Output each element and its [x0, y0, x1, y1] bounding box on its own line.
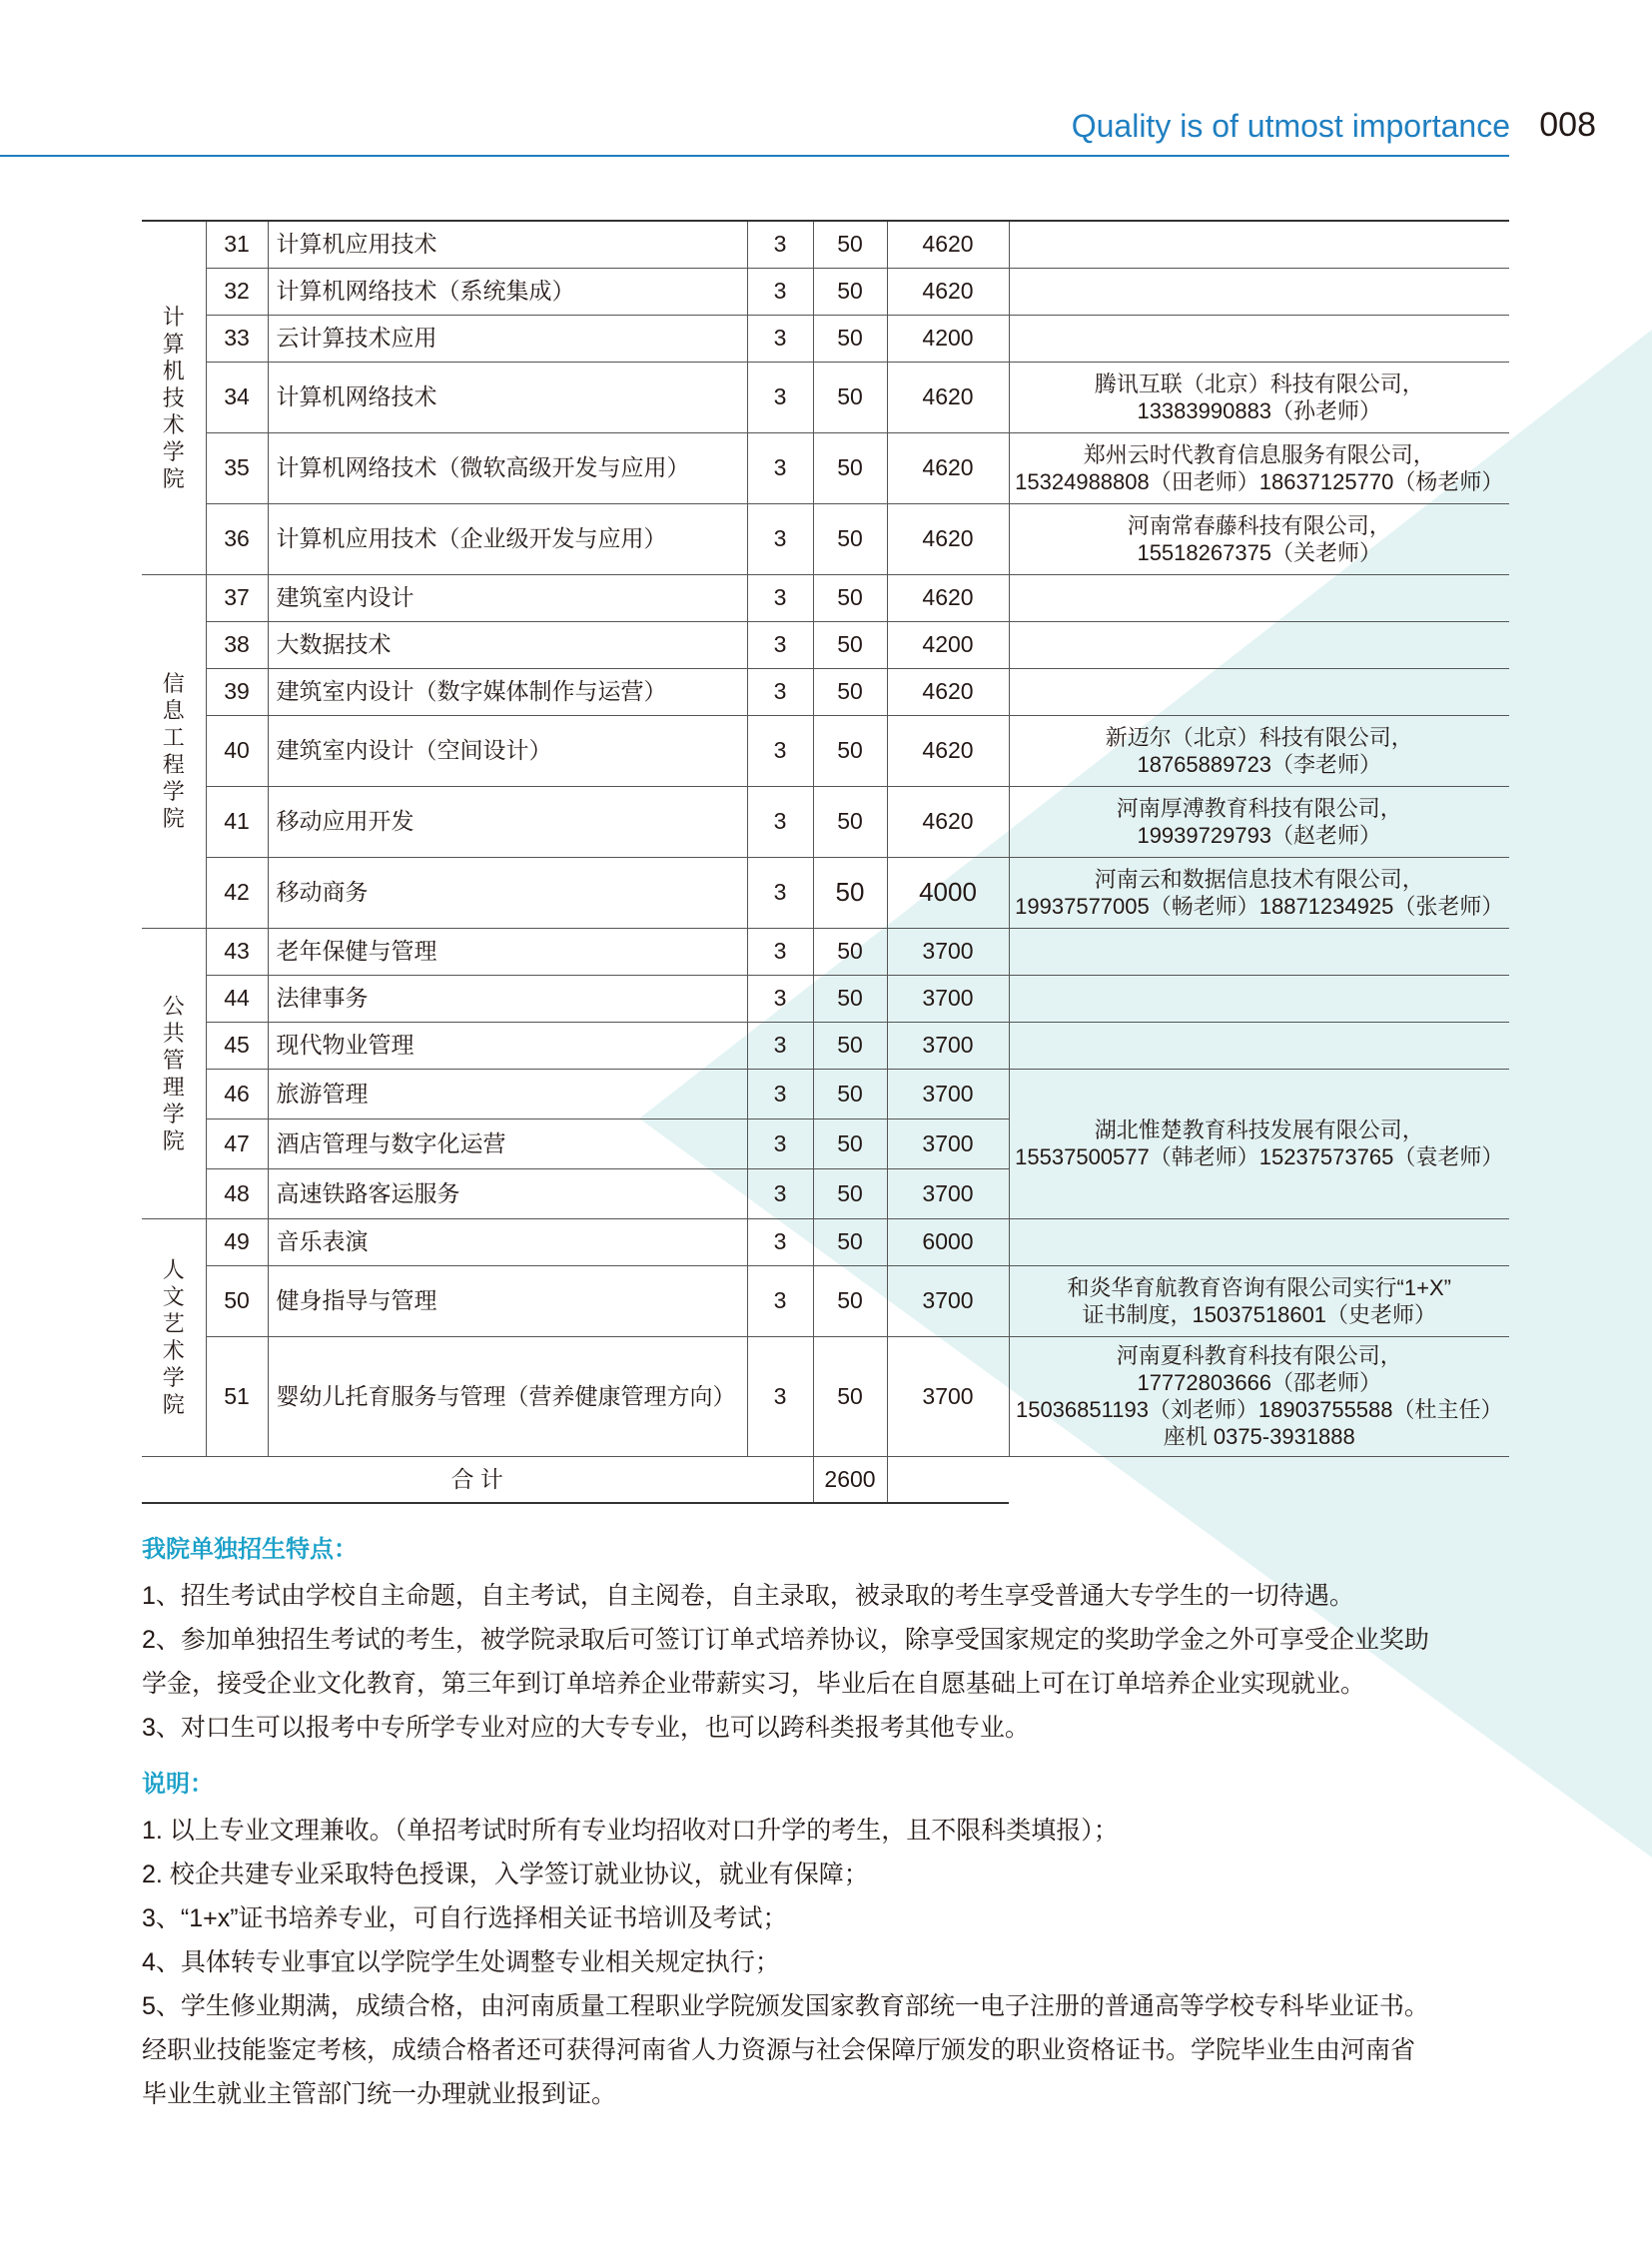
years-cell: 3	[747, 503, 813, 574]
years-cell: 3	[747, 928, 813, 975]
row-number: 50	[206, 1265, 268, 1336]
total-label: 合 计	[142, 1456, 813, 1503]
row-number: 44	[206, 975, 268, 1022]
college-cell: 公共管理学院	[142, 928, 206, 1218]
header-rule	[0, 155, 1509, 157]
row-number: 34	[206, 362, 268, 432]
fee-cell: 4000	[887, 857, 1009, 928]
row-number: 33	[206, 315, 268, 362]
major-name: 建筑室内设计（数字媒体制作与运营）	[268, 668, 747, 715]
row-number: 41	[206, 786, 268, 857]
plan-cell: 50	[813, 621, 887, 668]
table-row	[142, 574, 1509, 621]
table-row	[142, 621, 1509, 668]
features-line: 学金，接受企业文化教育，第三年到订单培养企业带薪实习，毕业后在自愿基础上可在订单培养企业实现就业。	[142, 1670, 1366, 1698]
major-name: 法律事务	[268, 975, 747, 1022]
table-row	[142, 1336, 1509, 1456]
table-row	[142, 857, 1509, 928]
plan-cell: 50	[813, 268, 887, 315]
years-cell: 3	[747, 857, 813, 928]
table-row	[142, 668, 1509, 715]
major-name: 现代物业管理	[268, 1022, 747, 1069]
contact-cell	[1009, 574, 1509, 621]
major-name: 云计算技术应用	[268, 315, 747, 362]
row-number: 36	[206, 503, 268, 574]
contact-cell: 河南厚溥教育科技有限公司， 19939729793（赵老师）	[1009, 786, 1509, 857]
fee-cell: 4200	[887, 621, 1009, 668]
contact-cell	[1009, 268, 1509, 315]
row-number: 47	[206, 1119, 268, 1168]
fee-cell: 4620	[887, 574, 1009, 621]
college-cell: 计算机技术学院	[142, 221, 206, 574]
major-name: 高速铁路客运服务	[268, 1168, 747, 1218]
plan-cell: 50	[813, 1168, 887, 1218]
years-cell: 3	[747, 315, 813, 362]
major-name: 老年保健与管理	[268, 928, 747, 975]
major-name: 大数据技术	[268, 621, 747, 668]
plan-cell: 50	[813, 362, 887, 432]
contact-cell	[1009, 1022, 1509, 1069]
college-cell: 人文艺术学院	[142, 1218, 206, 1456]
major-name: 移动应用开发	[268, 786, 747, 857]
page-number: 008	[1539, 106, 1596, 144]
table-row	[142, 1218, 1509, 1265]
plan-cell: 50	[813, 1069, 887, 1119]
contact-cell	[1009, 221, 1509, 268]
years-cell: 3	[747, 432, 813, 503]
header-tagline: Quality is of utmost importance	[1071, 108, 1510, 144]
fee-cell: 3700	[887, 928, 1009, 975]
row-number: 45	[206, 1022, 268, 1069]
major-name: 计算机应用技术	[268, 221, 747, 268]
contact-cell: 河南云和数据信息技术有限公司， 19937577005（畅老师）18871234925（张老师）	[1009, 857, 1509, 928]
row-number: 38	[206, 621, 268, 668]
table-row	[142, 1265, 1509, 1336]
fee-cell: 4620	[887, 432, 1009, 503]
fee-cell: 3700	[887, 1022, 1009, 1069]
plan-cell: 50	[813, 786, 887, 857]
plan-cell: 50	[813, 668, 887, 715]
plan-cell: 50	[813, 503, 887, 574]
major-name: 音乐表演	[268, 1218, 747, 1265]
major-name: 计算机网络技术（系统集成）	[268, 268, 747, 315]
contact-cell: 和炎华育航教育咨询有限公司实行“1+X” 证书制度，15037518601（史老师）	[1009, 1265, 1509, 1336]
features-line: 1、招生考试由学校自主命题，自主考试，自主阅卷，自主录取，被录取的考生享受普通大专学生的一切待遇。	[142, 1582, 1354, 1610]
fee-cell: 4620	[887, 715, 1009, 786]
years-cell: 3	[747, 668, 813, 715]
fee-cell: 4620	[887, 786, 1009, 857]
row-number: 32	[206, 268, 268, 315]
years-cell: 3	[747, 1069, 813, 1119]
years-cell: 3	[747, 268, 813, 315]
plan-cell: 50	[813, 1336, 887, 1456]
table-row	[142, 975, 1509, 1022]
plan-cell: 50	[813, 715, 887, 786]
notes-line: 3、“1+x”证书培养专业，可自行选择相关证书培训及考试；	[142, 1904, 788, 1932]
major-name: 酒店管理与数字化运营	[268, 1119, 747, 1168]
years-cell: 3	[747, 1022, 813, 1069]
row-number: 49	[206, 1218, 268, 1265]
major-name: 健身指导与管理	[268, 1265, 747, 1336]
years-cell: 3	[747, 786, 813, 857]
contact-cell-merged: 湖北惟楚教育科技发展有限公司， 15537500577（韩老师）15237573765（袁老师）	[1009, 1069, 1509, 1218]
table-row	[142, 928, 1509, 975]
plan-cell: 50	[813, 1119, 887, 1168]
fee-cell: 4620	[887, 268, 1009, 315]
plan-cell: 50	[813, 221, 887, 268]
notes-heading: 说明：	[142, 1771, 214, 1798]
fee-cell: 3700	[887, 1069, 1009, 1119]
table-row	[142, 315, 1509, 362]
notes-section	[142, 1764, 1520, 2116]
years-cell: 3	[747, 1265, 813, 1336]
row-number: 42	[206, 857, 268, 928]
fee-cell: 3700	[887, 1336, 1009, 1456]
fee-cell: 3700	[887, 975, 1009, 1022]
table-row	[142, 268, 1509, 315]
table-row	[142, 432, 1509, 503]
plan-cell: 50	[813, 315, 887, 362]
notes-line: 毕业生就业主管部门统一办理就业报到证。	[142, 2080, 617, 2108]
contact-cell	[1009, 668, 1509, 715]
plan-cell: 50	[813, 1265, 887, 1336]
table-row	[142, 1022, 1509, 1069]
table-row	[142, 786, 1509, 857]
major-name: 计算机网络技术	[268, 362, 747, 432]
total-row	[142, 1456, 1509, 1503]
row-number: 48	[206, 1168, 268, 1218]
table-row	[142, 503, 1509, 574]
contact-cell: 河南夏科教育科技有限公司， 17772803666（邵老师） 15036851193（刘老师）18903755588（杜主任） 座机 0375-3931888	[1009, 1336, 1509, 1456]
row-number: 31	[206, 221, 268, 268]
contact-cell: 新迈尔（北京）科技有限公司， 18765889723（李老师）	[1009, 715, 1509, 786]
years-cell: 3	[747, 1336, 813, 1456]
features-line: 2、参加单独招生考试的考生，被学院录取后可签订订单式培养协议，除享受国家规定的奖助学金之外可享受企业奖助	[142, 1626, 1429, 1654]
fee-cell: 6000	[887, 1218, 1009, 1265]
years-cell: 3	[747, 975, 813, 1022]
plan-cell: 50	[813, 574, 887, 621]
contact-cell: 河南常春藤科技有限公司， 15518267375（关老师）	[1009, 503, 1509, 574]
fee-cell: 4620	[887, 362, 1009, 432]
plan-cell: 50	[813, 1218, 887, 1265]
notes-line: 1. 以上专业文理兼收。（单招考试时所有专业均招收对口升学的考生，且不限科类填报）；	[142, 1817, 1119, 1845]
table-row	[142, 221, 1509, 268]
table-row	[142, 1069, 1509, 1119]
fee-cell: 4620	[887, 221, 1009, 268]
plan-cell: 50	[813, 928, 887, 975]
notes-line: 4、具体转专业事宜以学院学生处调整专业相关规定执行；	[142, 1948, 780, 1976]
contact-cell: 郑州云时代教育信息服务有限公司， 15324988808（田老师）18637125770（杨老师）	[1009, 432, 1509, 503]
row-number: 37	[206, 574, 268, 621]
contact-cell	[1009, 975, 1509, 1022]
table-row	[142, 362, 1509, 432]
contact-cell: 腾讯互联（北京）科技有限公司， 13383990883（孙老师）	[1009, 362, 1509, 432]
college-cell: 信息工程学院	[142, 574, 206, 928]
plan-cell: 50	[813, 857, 887, 928]
features-section	[142, 1529, 1520, 1750]
notes-line: 经职业技能鉴定考核，成绩合格者还可获得河南省人力资源与社会保障厅颁发的职业资格证书。学院毕业生由河南省	[142, 2036, 1416, 2064]
notes-line: 2. 校企共建专业采取特色授课，入学签订就业协议，就业有保障；	[142, 1861, 869, 1888]
major-name: 婴幼儿托育服务与管理（营养健康管理方向）	[268, 1336, 747, 1456]
years-cell: 3	[747, 574, 813, 621]
features-line: 3、对口生可以报考中专所学专业对应的大专专业，也可以跨科类报考其他专业。	[142, 1714, 1030, 1742]
table-row	[142, 715, 1509, 786]
row-number: 39	[206, 668, 268, 715]
major-name: 旅游管理	[268, 1069, 747, 1119]
years-cell: 3	[747, 621, 813, 668]
major-name: 建筑室内设计（空间设计）	[268, 715, 747, 786]
contact-cell	[1009, 315, 1509, 362]
fee-cell: 3700	[887, 1119, 1009, 1168]
major-name: 计算机应用技术（企业级开发与应用）	[268, 503, 747, 574]
fee-cell: 3700	[887, 1168, 1009, 1218]
fee-cell: 4620	[887, 503, 1009, 574]
years-cell: 3	[747, 221, 813, 268]
fee-cell: 3700	[887, 1265, 1009, 1336]
contact-cell	[1009, 1218, 1509, 1265]
row-number: 43	[206, 928, 268, 975]
features-heading: 我院单独招生特点：	[142, 1536, 358, 1563]
row-number: 51	[206, 1336, 268, 1456]
fee-cell: 4620	[887, 668, 1009, 715]
row-number: 40	[206, 715, 268, 786]
row-number: 46	[206, 1069, 268, 1119]
plan-cell: 50	[813, 1022, 887, 1069]
total-empty-cell	[887, 1456, 1009, 1503]
major-name: 移动商务	[268, 857, 747, 928]
fee-cell: 4200	[887, 315, 1009, 362]
plan-cell: 50	[813, 975, 887, 1022]
years-cell: 3	[747, 715, 813, 786]
years-cell: 3	[747, 362, 813, 432]
years-cell: 3	[747, 1168, 813, 1218]
major-name: 建筑室内设计	[268, 574, 747, 621]
contact-cell	[1009, 928, 1509, 975]
years-cell: 3	[747, 1218, 813, 1265]
row-number: 35	[206, 432, 268, 503]
contact-cell	[1009, 621, 1509, 668]
notes-line: 5、学生修业期满，成绩合格，由河南质量工程职业学院颁发国家教育部统一电子注册的普通高等学校专科毕业证书。	[142, 1992, 1429, 2020]
major-name: 计算机网络技术（微软高级开发与应用）	[268, 432, 747, 503]
plan-cell: 50	[813, 432, 887, 503]
total-plan-cell: 2600	[813, 1456, 887, 1503]
majors-table	[142, 220, 1509, 1504]
years-cell: 3	[747, 1119, 813, 1168]
